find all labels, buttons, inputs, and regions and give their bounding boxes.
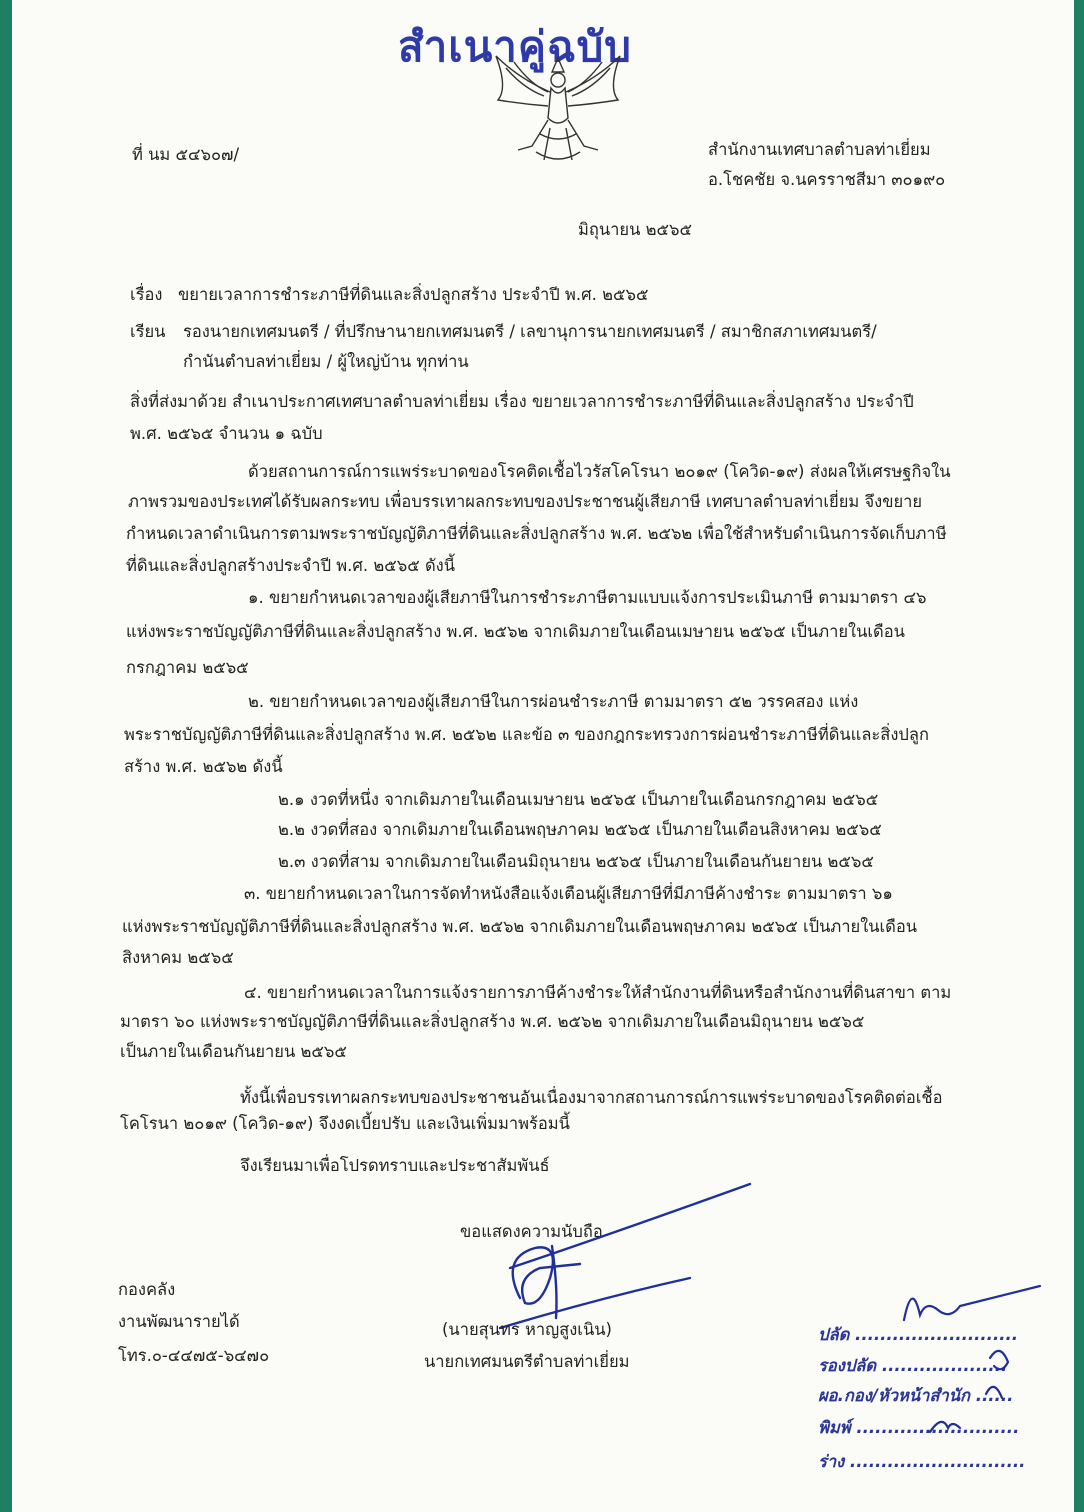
copy-stamp: สำเนาคู่ฉบับ <box>398 22 632 71</box>
section-name: งานพัฒนารายได้ <box>118 1312 240 1331</box>
office-address: อ.โชคชัย จ.นครราชสีมา ๓๐๑๙๐ <box>708 170 946 189</box>
body-line: แห่งพระราชบัญญัติภาษีที่ดินและสิ่งปลูกสร้าง พ.ศ. ๒๕๖๒ จากเดิมภายในเดือนพฤษภาคม ๒๕๖๕ เป็นภายในเดือน <box>122 917 918 936</box>
body-line: จึงเรียนมาเพื่อโปรดทราบและประชาสัมพันธ์ <box>240 1156 550 1175</box>
body-line: แห่งพระราชบัญญัติภาษีที่ดินและสิ่งปลูกสร้าง พ.ศ. ๒๕๖๒ จากเดิมภายในเดือนเมษายน ๒๕๖๕ เป็นภายในเดือน <box>126 622 905 641</box>
approval-line-deputy: รองปลัด .................... <box>818 1356 1008 1375</box>
installment-line: ๒.๑ งวดที่หนึ่ง จากเดิมภายในเดือนเมษายน ๒๕๖๕ เป็นภายในเดือนกรกฎาคม ๒๕๖๕ <box>278 790 879 809</box>
body-line: ๓. ขยายกำหนดเวลาในการจัดทำหนังสือแจ้งเตือนผู้เสียภาษีที่มีภาษีค้างชำระ ตามมาตรา ๖๑ <box>244 884 893 903</box>
signer-name: (นายสุนทร หาญสูงเนิน) <box>442 1320 612 1339</box>
closing-text: ขอแสดงความนับถือ <box>460 1222 603 1241</box>
initials-signatures <box>890 1270 1060 1440</box>
enclosure-line-2: พ.ศ. ๒๕๖๕ จำนวน ๑ ฉบับ <box>130 424 323 443</box>
body-line: ด้วยสถานการณ์การแพร่ระบาดของโรคติดเชื้อไวรัสโคโรนา ๒๐๑๙ (โควิด-๑๙) ส่งผลให้เศรษฐกิจใน <box>248 462 951 481</box>
document-number: ที่ นม ๕๔๖๐๗/ <box>132 145 240 164</box>
approval-line-deputy-clerk: ปลัด .......................... <box>818 1325 1019 1344</box>
body-line: สร้าง พ.ศ. ๒๕๖๒ ดังนี้ <box>124 757 283 776</box>
approval-line-director: ผอ.กอง/หัวหน้าสำนัก ...... <box>818 1386 1014 1405</box>
enclosure-line-1: สิ่งที่ส่งมาด้วย สำเนาประกาศเทศบาลตำบลท่าเยี่ยม เรื่อง ขยายเวลาการชำระภาษีที่ดินและสิ่งปลูกสร้าง ประจำปี <box>130 392 914 411</box>
department-name: กองคลัง <box>118 1280 176 1299</box>
recipient-label: เรียน <box>130 322 166 341</box>
subject-label: เรื่อง <box>130 285 163 304</box>
body-line: มาตรา ๖๐ แห่งพระราชบัญญัติภาษีที่ดินและสิ่งปลูกสร้าง พ.ศ. ๒๕๖๒ จากเดิมภายในเดือนมิถุนายน ๒๕๖๕ <box>120 1012 865 1031</box>
installment-line: ๒.๒ งวดที่สอง จากเดิมภายในเดือนพฤษภาคม ๒๕๖๕ เป็นภายในเดือนสิงหาคม ๒๕๖๕ <box>278 820 882 839</box>
recipient-line-1: รองนายกเทศมนตรี / ที่ปรึกษานายกเทศมนตรี / เลขานุการนายกเทศมนตรี / สมาชิกสภาเทศมนตรี/ <box>183 322 877 341</box>
body-line: กรกฎาคม ๒๕๖๕ <box>126 658 249 677</box>
installment-line: ๒.๓ งวดที่สาม จากเดิมภายในเดือนมิถุนายน ๒๕๖๕ เป็นภายในเดือนกันยายน ๒๕๖๕ <box>278 852 874 871</box>
approval-line-drafter: ร่าง ............................ <box>818 1452 1026 1471</box>
body-line: เป็นภายในเดือนกันยายน ๒๕๖๕ <box>120 1042 347 1061</box>
approval-line-typist: พิมพ์ .......................... <box>818 1418 1020 1437</box>
body-line: โคโรนา ๒๐๑๙ (โควิด-๑๙) จึงงดเบี้ยปรับ และเงินเพิ่มมาพร้อมนี้ <box>120 1114 570 1133</box>
body-line: ภาพรวมของประเทศได้รับผลกระทบ เพื่อบรรเทาผลกระทบของประชาชนผู้เสียภาษี เทศบาลตำบลท่าเยี่ยม จึงขยาย <box>128 492 923 511</box>
body-line: ทั้งนี้เพื่อบรรเทาผลกระทบของประชาชนอันเนื่องมาจากสถานการณ์การแพร่ระบาดของโรคติดต่อเชื้อ <box>240 1088 943 1107</box>
body-line: พระราชบัญญัติภาษีที่ดินและสิ่งปลูกสร้าง พ.ศ. ๒๕๖๒ และข้อ ๓ ของกฎกระทรวงการผ่อนชำระภาษีที่ดินและสิ่งปลูก <box>124 725 929 744</box>
body-line: กำหนดเวลาดำเนินการตามพระราชบัญญัติภาษีที่ดินและสิ่งปลูกสร้าง พ.ศ. ๒๕๖๒ เพื่อใช้สำหรับดำเนินการจัดเก็บภาษี <box>126 524 947 543</box>
subject-text: ขยายเวลาการชำระภาษีที่ดินและสิ่งปลูกสร้าง ประจำปี พ.ศ. ๒๕๖๕ <box>178 285 649 304</box>
body-line: สิงหาคม ๒๕๖๕ <box>122 948 234 967</box>
recipient-line-2: กำนันตำบลท่าเยี่ยม / ผู้ใหญ่บ้าน ทุกท่าน <box>183 352 469 371</box>
signer-title: นายกเทศมนตรีตำบลท่าเยี่ยม <box>424 1352 630 1371</box>
document-date: มิถุนายน ๒๕๖๕ <box>578 220 692 239</box>
body-line: ๒. ขยายกำหนดเวลาของผู้เสียภาษีในการผ่อนชำระภาษี ตามมาตรา ๕๒ วรรคสอง แห่ง <box>248 692 859 711</box>
body-line: ที่ดินและสิ่งปลูกสร้างประจำปี พ.ศ. ๒๕๖๕ ดังนี้ <box>126 556 455 575</box>
phone-number: โทร.๐-๔๔๗๕-๖๔๗๐ <box>118 1346 270 1365</box>
body-line: ๑. ขยายกำหนดเวลาของผู้เสียภาษีในการชำระภาษีตามแบบแจ้งการประเมินภาษี ตามมาตรา ๔๖ <box>248 588 927 607</box>
body-line: ๔. ขยายกำหนดเวลาในการแจ้งรายการภาษีค้างชำระให้สำนักงานที่ดินหรือสำนักงานที่ดินสาขา ตาม <box>244 983 952 1002</box>
mayor-signature <box>440 1178 760 1338</box>
office-name: สำนักงานเทศบาลตำบลท่าเยี่ยม <box>708 140 931 159</box>
garuda-emblem-icon <box>478 48 638 170</box>
